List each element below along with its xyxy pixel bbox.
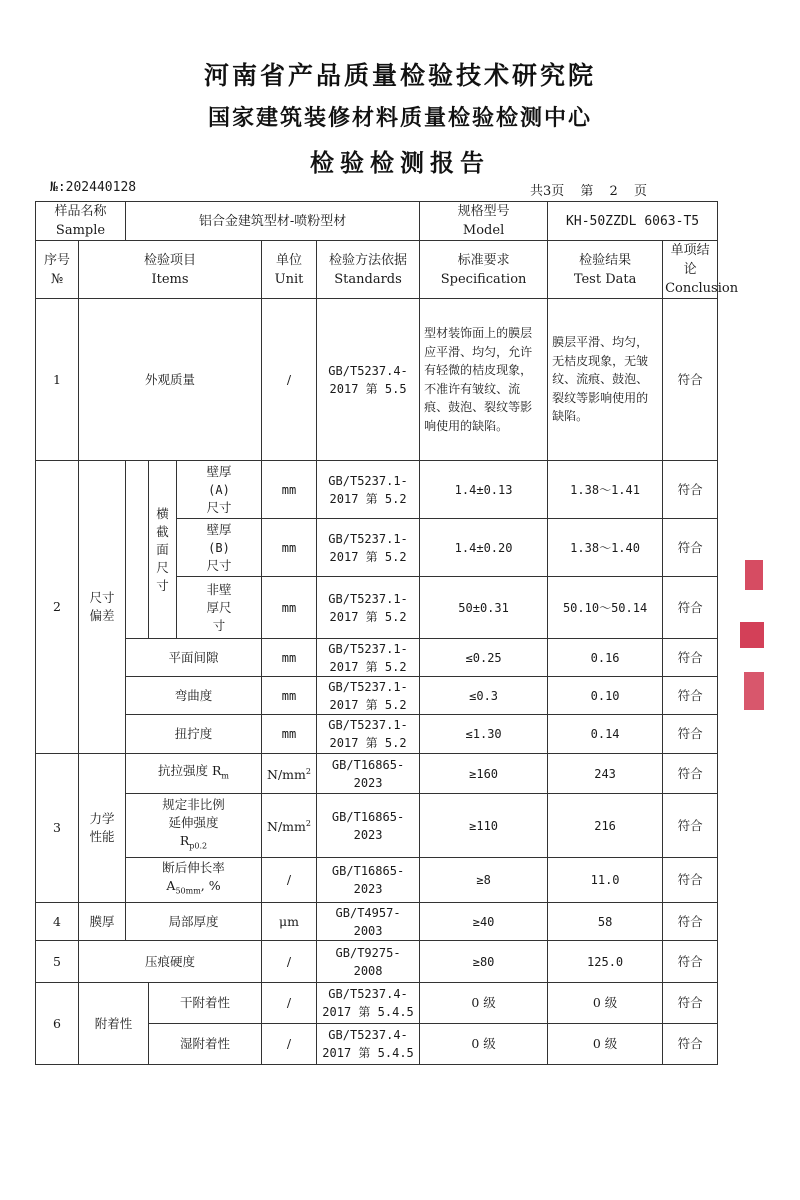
col-concl-en: Conclusion	[665, 281, 739, 296]
standard-cell	[317, 941, 420, 983]
seal-fragment	[740, 622, 764, 648]
test-data-cell: 243	[548, 754, 663, 794]
item-text: R	[179, 832, 190, 848]
table-row	[36, 983, 718, 1024]
col-standards	[317, 241, 420, 299]
group-label	[79, 461, 126, 754]
conclusion-cell: 符合	[663, 941, 718, 983]
std-line: 2003	[353, 923, 383, 938]
standard-cell	[317, 639, 420, 677]
test-results-table	[35, 201, 739, 1065]
spec-cell: 型材装饰面上的膜层应平滑、均匀，允许有轻微的桔皮现象，不准许有皱纹、流痕、鼓泡、裂纹等影响使用的缺陷。	[420, 299, 548, 461]
institute-title: 河南省产品质量检验技术研究院	[203, 61, 596, 90]
item-line: (A)	[208, 482, 230, 497]
group-line: 力学	[89, 811, 115, 826]
table-row	[36, 858, 718, 903]
group-label: 附着性	[79, 983, 149, 1065]
standard-cell	[317, 461, 420, 519]
subgroup-line: 横截	[156, 505, 169, 539]
conclusion-cell: 符合	[663, 677, 718, 715]
std-line: GB/T5237.1-	[328, 591, 408, 606]
row-number: 6	[36, 983, 79, 1065]
table-row	[36, 299, 718, 461]
item-name: 平面间隙	[126, 639, 262, 677]
conclusion-cell: 符合	[663, 983, 718, 1024]
report-title: 检验检测报告	[310, 149, 490, 177]
item-line: 壁厚	[206, 521, 232, 537]
spec-cell: ≥160	[420, 754, 548, 794]
item-name: 压痕硬度	[79, 941, 262, 983]
standard-cell	[317, 754, 420, 794]
std-line: 2023	[353, 775, 383, 790]
spec-cell: ≥8	[420, 858, 548, 903]
item-line: 尺寸	[206, 499, 232, 515]
item-name: 干附着性	[149, 983, 262, 1024]
conclusion-cell: 符合	[663, 794, 718, 858]
std-line: 2017 第 5.2	[329, 736, 407, 750]
sample-label-cn: 样品名称	[54, 204, 107, 219]
unit-cell: mm	[262, 715, 317, 754]
unit-cell: /	[262, 299, 317, 461]
std-line: 2017 第 5.2	[329, 491, 407, 506]
row-number: 2	[36, 461, 79, 754]
item-line	[128, 832, 259, 856]
item-name: 外观质量	[79, 299, 262, 461]
row-number: 1	[36, 299, 79, 461]
std-line: GB/T5237.4-	[328, 987, 408, 1001]
table-row	[36, 941, 718, 983]
unit-cell: /	[262, 858, 317, 903]
std-line: GB/T5237.4-	[328, 363, 408, 378]
test-data-cell: 0.10	[548, 677, 663, 715]
conclusion-cell: 符合	[663, 639, 718, 677]
col-items	[79, 241, 262, 299]
item-line: 非壁	[206, 581, 232, 597]
model-value: KH-50ZZDL 6063-T5	[548, 202, 718, 241]
test-data-cell: 0 级	[548, 1024, 663, 1065]
conclusion-cell: 符合	[663, 461, 718, 519]
item-line: 寸	[212, 617, 226, 633]
unit-text: N/mm	[267, 819, 306, 835]
col-spec-cn: 标准要求	[457, 252, 510, 268]
std-line: 2023	[353, 827, 383, 842]
item-line: 壁厚	[206, 463, 232, 479]
item-line: 延伸强度	[168, 814, 219, 830]
group-label: 膜厚	[79, 903, 126, 941]
item-line: 断后伸长率	[162, 860, 225, 876]
group-line: 尺寸	[89, 590, 115, 605]
col-conclusion	[663, 241, 739, 299]
test-data-cell: 125.0	[548, 941, 663, 983]
item-subscript: m	[221, 771, 229, 781]
unit-superscript: 2	[305, 766, 311, 776]
test-data-cell: 58	[548, 903, 663, 941]
standard-cell	[317, 1024, 420, 1065]
unit-cell: mm	[262, 677, 317, 715]
model-label-cn: 规格型号	[457, 204, 510, 219]
col-unit	[262, 241, 317, 299]
report-number: №:202440128	[50, 180, 137, 195]
item-name: 弯曲度	[126, 677, 262, 715]
sample-row	[36, 202, 718, 241]
standard-cell	[317, 983, 420, 1024]
std-line: GB/T5237.1-	[328, 531, 408, 546]
table-row	[36, 715, 718, 754]
subgroup-label	[149, 461, 177, 639]
std-line: GB/T5237.1-	[328, 473, 408, 488]
seal-fragment	[745, 560, 763, 590]
std-line: GB/T4957-	[335, 905, 401, 920]
test-data-cell: 1.38～1.41	[548, 461, 663, 519]
spec-cell: ≥40	[420, 903, 548, 941]
table-row	[36, 794, 718, 858]
table-row	[36, 677, 718, 715]
spec-cell: 50±0.31	[420, 577, 548, 639]
col-no-cn: 序号	[43, 252, 70, 268]
test-data-cell: 0.16	[548, 639, 663, 677]
column-header-row	[36, 241, 718, 299]
conclusion-cell: 符合	[663, 519, 718, 577]
std-line: GB/T16865-	[331, 864, 405, 878]
unit-cell: /	[262, 983, 317, 1024]
item-text: 抗拉强度 R	[158, 762, 222, 778]
col-unit-cn: 单位	[276, 252, 303, 268]
unit-cell: mm	[262, 577, 317, 639]
standard-cell	[317, 858, 420, 903]
test-data-cell: 50.10～50.14	[548, 577, 663, 639]
spec-cell: ≤0.3	[420, 677, 548, 715]
standard-cell	[317, 519, 420, 577]
test-data-cell: 1.38～1.40	[548, 519, 663, 577]
spacer-cell	[126, 461, 149, 639]
standard-cell	[317, 794, 420, 858]
conclusion-cell: 符合	[663, 754, 718, 794]
item-name	[126, 794, 262, 858]
conclusion-cell: 符合	[663, 577, 718, 639]
unit-cell: mm	[262, 519, 317, 577]
test-data-cell: 0 级	[548, 983, 663, 1024]
sample-label-cell	[36, 202, 126, 241]
col-std-en: Standards	[334, 271, 402, 287]
unit-superscript: 2	[305, 818, 311, 828]
spec-cell: ≤0.25	[420, 639, 548, 677]
unit-cell	[262, 794, 317, 858]
sample-name-value: 铝合金建筑型材-喷粉型材	[126, 202, 420, 241]
item-name	[177, 519, 262, 577]
row-number: 5	[36, 941, 79, 983]
conclusion-cell: 符合	[663, 903, 718, 941]
spec-cell: ≤1.30	[420, 715, 548, 754]
unit-cell: /	[262, 941, 317, 983]
spec-cell: 0 级	[420, 983, 548, 1024]
std-line: GB/T16865-	[331, 757, 405, 772]
conclusion-cell: 符合	[663, 1024, 718, 1065]
group-label	[79, 754, 126, 903]
conclusion-cell: 符合	[663, 715, 718, 754]
unit-cell: mm	[262, 461, 317, 519]
std-line: GB/T16865-	[331, 809, 405, 824]
model-label-en: Model	[462, 223, 505, 238]
standard-cell	[317, 299, 420, 461]
std-line: 2008	[353, 963, 383, 978]
group-line: 偏差	[89, 608, 115, 623]
item-subscript: p0.2	[189, 841, 208, 851]
item-text: A	[166, 878, 176, 894]
conclusion-cell: 符合	[663, 858, 718, 903]
col-spec	[420, 241, 548, 299]
item-line: (B)	[208, 540, 230, 555]
table-row	[36, 639, 718, 677]
spec-cell: ≥110	[420, 794, 548, 858]
item-name	[126, 858, 262, 903]
unit-cell: /	[262, 1024, 317, 1065]
col-std-cn: 检验方法依据	[329, 252, 408, 268]
std-line: 2017 第 5.5	[329, 381, 407, 396]
col-items-cn: 检验项目	[144, 252, 197, 268]
spec-cell: 1.4±0.13	[420, 461, 548, 519]
col-data-en: Test Data	[573, 271, 637, 287]
row-number: 3	[36, 754, 79, 903]
col-test-data	[548, 241, 663, 299]
conclusion-cell: 符合	[663, 299, 718, 461]
model-label-cell	[420, 202, 548, 241]
std-line: GB/T9275-	[335, 945, 401, 960]
std-line: 2017 第 5.4.5	[322, 1005, 414, 1019]
standard-cell	[317, 577, 420, 639]
standard-cell	[317, 903, 420, 941]
unit-cell: mm	[262, 639, 317, 677]
test-data-cell: 216	[548, 794, 663, 858]
col-concl-cn: 单项结论	[670, 243, 710, 277]
item-line: 规定非比例	[162, 796, 225, 812]
item-subscript: 50mm	[175, 886, 201, 896]
col-data-cn: 检验结果	[579, 252, 632, 268]
unit-cell: μm	[262, 903, 317, 941]
item-name: 湿附着性	[149, 1024, 262, 1065]
table-row	[36, 754, 718, 794]
std-line: 2017 第 5.4.5	[322, 1046, 414, 1060]
std-line: 2017 第 5.2	[329, 659, 407, 674]
spec-cell: 0 级	[420, 1024, 548, 1065]
standard-cell	[317, 715, 420, 754]
test-data-cell: 膜层平滑、均匀，无桔皮现象，无皱纹、流痕、鼓泡、裂纹等影响使用的缺陷。	[548, 299, 663, 461]
item-name: 扭拧度	[126, 715, 262, 754]
col-items-en: Items	[151, 271, 189, 287]
item-line: 尺寸	[206, 557, 232, 573]
page-indicator: 共3页 第 2 页	[530, 184, 647, 199]
std-line: 2023	[353, 882, 383, 896]
center-title: 国家建筑装修材料质量检验检测中心	[207, 106, 592, 131]
group-line: 性能	[89, 829, 115, 844]
unit-text: N/mm	[267, 767, 306, 783]
std-line: 2017 第 5.2	[329, 609, 407, 624]
unit-cell	[262, 754, 317, 794]
std-line: 2017 第 5.2	[329, 697, 407, 712]
item-line: 厚尺	[206, 599, 232, 615]
item-line	[128, 877, 259, 901]
item-text: , %	[200, 878, 221, 894]
standard-cell	[317, 677, 420, 715]
col-no-en: №	[50, 271, 64, 287]
table-row	[36, 903, 718, 941]
std-line: GB/T5237.1-	[328, 718, 408, 732]
test-data-cell: 11.0	[548, 858, 663, 903]
std-line: GB/T5237.4-	[328, 1028, 408, 1042]
col-unit-en: Unit	[274, 271, 304, 287]
col-spec-en: Specification	[440, 271, 527, 287]
table-row	[36, 461, 718, 519]
item-name	[177, 577, 262, 639]
std-line: 2017 第 5.2	[329, 549, 407, 564]
subgroup-line: 面尺	[156, 541, 169, 575]
spec-cell: ≥80	[420, 941, 548, 983]
item-name	[177, 461, 262, 519]
spec-cell: 1.4±0.20	[420, 519, 548, 577]
seal-fragment	[744, 672, 764, 710]
std-line: GB/T5237.1-	[328, 679, 408, 694]
col-no	[36, 241, 79, 299]
row-number: 4	[36, 903, 79, 941]
test-data-cell: 0.14	[548, 715, 663, 754]
sample-label-en: Sample	[55, 223, 106, 238]
subgroup-line: 寸	[156, 577, 169, 593]
std-line: GB/T5237.1-	[328, 641, 408, 656]
item-name	[126, 754, 262, 794]
item-name: 局部厚度	[126, 903, 262, 941]
